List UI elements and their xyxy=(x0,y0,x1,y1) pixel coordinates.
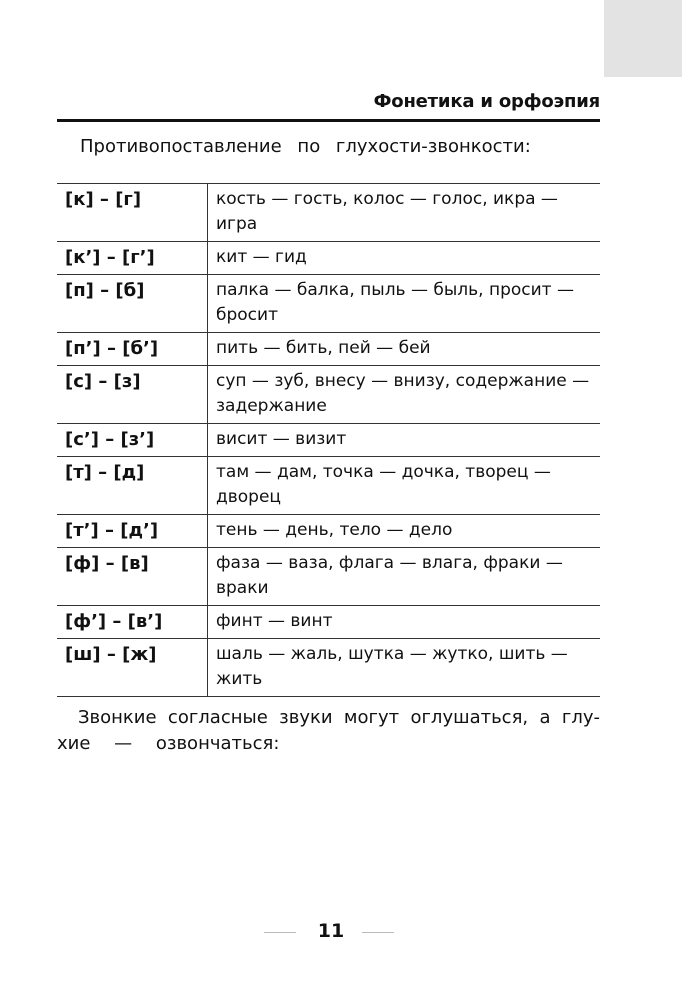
table-row xyxy=(57,366,600,424)
word-examples: палка — балка, пыль — быль, просит — бросит xyxy=(208,275,601,333)
sound-pair: [к’] – [г’] xyxy=(57,242,208,275)
table-row xyxy=(57,242,600,275)
word-examples: кит — гид xyxy=(208,242,601,275)
sound-pair: [т’] – [д’] xyxy=(57,515,208,548)
sound-pair: [п’] – [б’] xyxy=(57,333,208,366)
header-rule xyxy=(57,119,600,122)
sound-pair: [т] – [д] xyxy=(57,457,208,515)
sound-pair: [ф’] – [в’] xyxy=(57,606,208,639)
word-examples: шаль — жаль, шутка — жутко, шить — жить xyxy=(208,639,601,697)
word-examples: пить — бить, пей — бей xyxy=(208,333,601,366)
table-row xyxy=(57,184,600,242)
word-examples: кость — гость, колос — голос, икра — игра xyxy=(208,184,601,242)
table-row xyxy=(57,515,600,548)
table-row xyxy=(57,639,600,697)
body-paragraph xyxy=(57,705,600,757)
sound-pair: [к] – [г] xyxy=(57,184,208,242)
sound-pair: [п] – [б] xyxy=(57,275,208,333)
footer-dash-right xyxy=(362,932,394,933)
table-row xyxy=(57,548,600,606)
page-number: 11 xyxy=(317,920,345,942)
sound-pair: [ф] – [в] xyxy=(57,548,208,606)
corner-tab xyxy=(604,0,682,77)
consonant-pairs-table xyxy=(57,183,600,697)
table-row xyxy=(57,424,600,457)
sound-pair: [ш] – [ж] xyxy=(57,639,208,697)
sound-pair: [с] – [з] xyxy=(57,366,208,424)
word-examples: тень — день, тело — дело xyxy=(208,515,601,548)
word-examples: суп — зуб, внесу — внизу, содержание — задержание xyxy=(208,366,601,424)
page-footer xyxy=(0,918,682,948)
table-row xyxy=(57,333,600,366)
word-examples: висит — визит xyxy=(208,424,601,457)
paragraph-line: Звонкие согласные звуки могут оглушаться, а глу- xyxy=(78,707,600,728)
table-row xyxy=(57,606,600,639)
table-row xyxy=(57,275,600,333)
word-examples: там — дам, точка — дочка, творец — дворец xyxy=(208,457,601,515)
word-examples: финт — винт xyxy=(208,606,601,639)
sound-pair: [с’] – [з’] xyxy=(57,424,208,457)
word-examples: фаза — ваза, флага — влага, фраки — враки xyxy=(208,548,601,606)
paragraph-line: хие — озвончаться: xyxy=(57,733,280,754)
intro-text: Противопоставление по глухости-звонкости: xyxy=(80,136,531,157)
section-title: Фонетика и орфоэпия xyxy=(373,91,600,112)
table-row xyxy=(57,457,600,515)
